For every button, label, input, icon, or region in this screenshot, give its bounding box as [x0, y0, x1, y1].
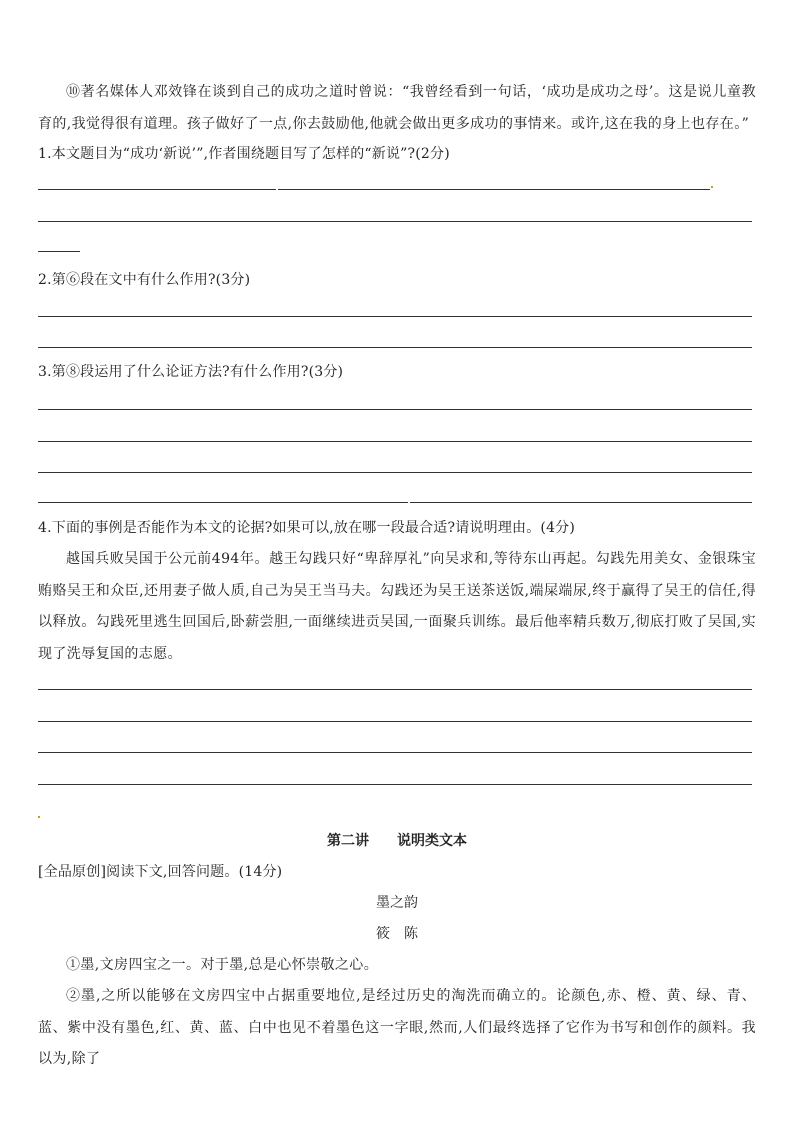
article-author: 筱 陈: [376, 926, 418, 942]
stray-mark: [711, 186, 713, 188]
answer-line[interactable]: [38, 689, 752, 690]
answer-line[interactable]: [38, 502, 408, 503]
answer-line[interactable]: [38, 409, 752, 410]
answer-line[interactable]: [278, 189, 710, 190]
answer-line[interactable]: [38, 472, 752, 473]
question-3: 3.第⑧段运用了什么论证方法?有什么作用?(3分): [38, 364, 344, 380]
answer-line[interactable]: [410, 502, 752, 503]
answer-line[interactable]: [38, 251, 80, 252]
question-4: 4.下面的事例是否能作为本文的论据?如果可以,放在哪一段最合适?请说明理由。(4分): [38, 520, 576, 536]
answer-line[interactable]: [38, 784, 752, 785]
answer-line[interactable]: [38, 441, 752, 442]
answer-line[interactable]: [38, 221, 752, 222]
answer-line[interactable]: [38, 721, 752, 722]
section-instruction: [全品原创]阅读下文,回答问题。(14分): [38, 864, 283, 880]
question-1: 1.本文题目为“成功‘新说’”,作者围绕题目写了怎样的“新说”?(2分): [38, 146, 450, 162]
stray-mark: [38, 816, 40, 818]
answer-line[interactable]: [38, 189, 276, 190]
answer-line[interactable]: [38, 752, 752, 753]
passage-paragraph-10: ⑩著名媒体人邓效锋在谈到自己的成功之道时曾说：“我曾经看到一句话，‘成功是成功之母’。这是说儿童教育的,我觉得很有道理。孩子做好了一点,你去鼓励他,他就会做出更多成功的事情来。或许,这在我的身上也存在。”: [38, 84, 756, 132]
question-2: 2.第⑥段在文中有什么作用?(3分): [38, 272, 251, 288]
article-paragraph-1: ①墨,文房四宝之一。对于墨,总是心怀崇敬之心。: [66, 957, 379, 973]
article-paragraph-2: ②墨,之所以能够在文房四宝中占据重要地位,是经过历史的淘洗而确立的。论颜色,赤、橙、黄、绿、青、蓝、紫中没有墨色,红、黄、蓝、白中也见不着墨色这一字眼,然而,人们最终选择了它作为书写和创作的颜料。我以为,除了: [38, 988, 756, 1067]
article-title: 墨之韵: [376, 895, 418, 911]
q4-material-paragraph: 越国兵败吴国于公元前494年。越王勾践只好“卑辞厚礼”向吴求和,等待东山再起。勾践先用美女、金银珠宝贿赂吴王和众臣,还用妻子做人质,自己为吴王当马夫。勾践还为吴王送茶送饭,端屎端尿,终于赢得了吴王的信任,得以释放。勾践死里逃生回国后,卧薪尝胆,一面继续进贡吴国,一面聚兵训练。最后他率精兵数万,彻底打败了吴国,实现了洗辱复国的志愿。: [38, 551, 756, 662]
section-heading: 第二讲 说明类文本: [327, 833, 467, 849]
answer-line[interactable]: [38, 347, 752, 348]
answer-line[interactable]: [38, 316, 752, 317]
